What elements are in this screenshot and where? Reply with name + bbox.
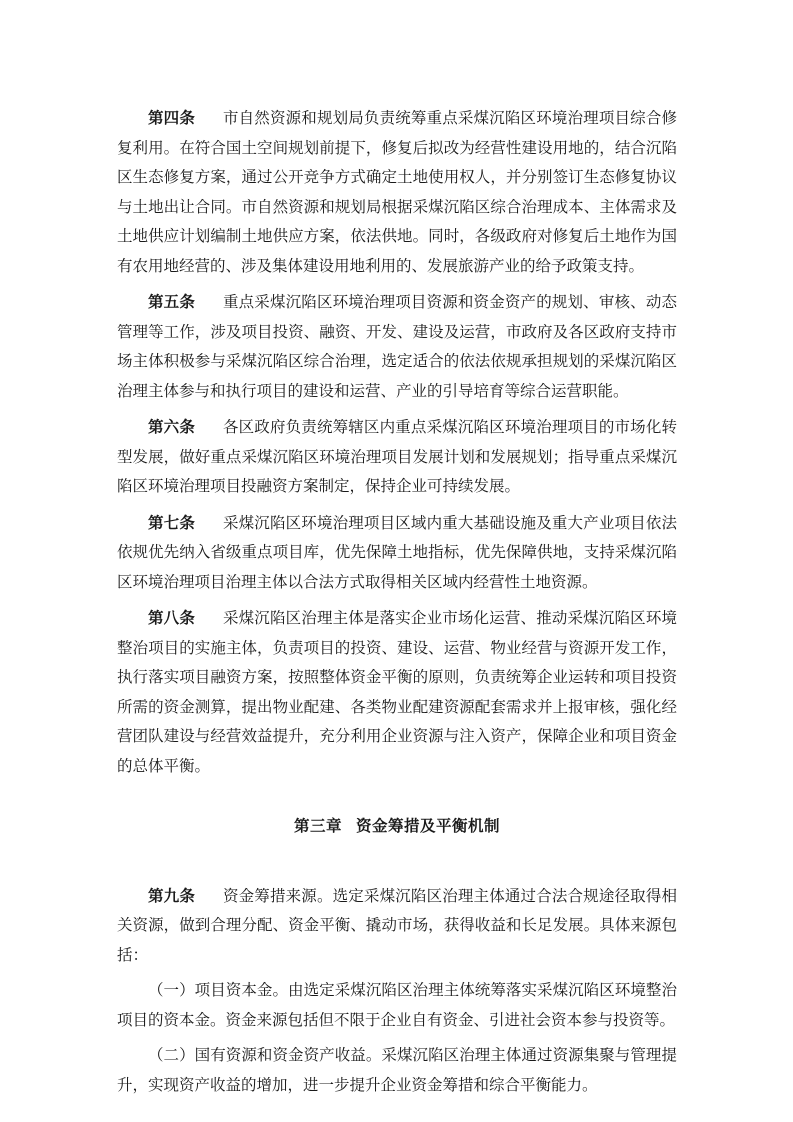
chapter-number: 第三章 [293,816,342,835]
article-text: 采煤沉陷区环境治理项目区域内重大基础设施及重大产业项目依法依规优先纳入省级重点项目库，优先保障土地指标，优先保障供地，支持采煤沉陷区环境治理项目治理主体以合法方式取得相关区域内经营性土地资源。 [117,513,677,591]
article-9 [117,881,677,971]
article-number: 第八条 [148,608,195,627]
chapter-title: 资金筹措及平衡机制 [356,816,501,835]
document-body [117,103,677,1106]
list-item: （二）国有资源和资金资产收益。采煤沉陷区治理主体通过资源集聚与管理提升，实现资产收益的增加，进一步提升企业资金筹措和综合平衡能力。 [117,1046,677,1094]
article-text: 资金筹措来源。选定采煤沉陷区治理主体通过合法合规途径取得相关资源，做到合理分配、资金平衡、撬动市场，获得收益和长足发展。具体来源包括： [117,886,677,964]
article-number: 第七条 [148,512,195,532]
article-number: 第五条 [148,292,195,311]
article-8 [117,603,677,781]
chapter-heading [117,811,677,841]
article-6 [117,412,677,502]
article-text: 各区政府负责统筹辖区内重点采煤沉陷区环境治理项目的市场化转型发展，做好重点采煤沉陷区环境治理项目发展计划和发展规划；指导重点采煤沉陷区环境治理项目投融资方案制定，保持企业可持续发展。 [117,418,677,495]
article-number: 第九条 [148,885,195,905]
article-number: 第四条 [148,108,195,127]
article-number: 第六条 [148,417,195,436]
article-text: 市自然资源和规划局负责统筹重点采煤沉陷区环境治理项目综合修复利用。在符合国土空间规划前提下，修复后拟改为经营性建设用地的，结合沉陷区生态修复方案，通过公开竞争方式确定土地使用权人，并分别签订生态修复协议与土地出让合同。市自然资源和规划局根据采煤沉陷区综合治理成本、主体需求及土地供应计划编制土地供应方案，依法供地。同时，各级政府对修复后土地作为国有农用地经营的、涉及集体建设用地利用的、发展旅游产业的给予政策支持。 [117,109,677,275]
list-item: （一）项目资本金。由选定采煤沉陷区治理主体统筹落实采煤沉陷区环境整治项目的资本金。资金来源包括但不限于企业自有资金、引进社会资本参与投资等。 [117,981,677,1029]
article-4 [117,103,677,281]
article-text: 采煤沉陷区治理主体是落实企业市场化运营、推动采煤沉陷区环境整治项目的实施主体，负责项目的投资、建设、运营、物业经营与资源开发工作，执行落实项目融资方案，按照整体资金平衡的原则，负责统筹企业运转和项目投资所需的资金测算，提出物业配建、各类物业配建资源配套需求并上报审核，强化经营团队建设与经营效益提升，充分利用企业资源与注入资产，保障企业和项目资金的总体平衡。 [117,609,677,775]
article-text: 重点采煤沉陷区环境治理项目资源和资金资产的规划、审核、动态管理等工作，涉及项目投资、融资、开发、建设及运营，市政府及各区政府支持市场主体积极参与采煤沉陷区综合治理，选定适合的依法依规承担规划的采煤沉陷区治理主体参与和执行项目的建设和运营、产业的引导培育等综合运营职能。 [117,293,677,400]
article-5 [117,287,677,406]
article-7 [117,508,677,598]
